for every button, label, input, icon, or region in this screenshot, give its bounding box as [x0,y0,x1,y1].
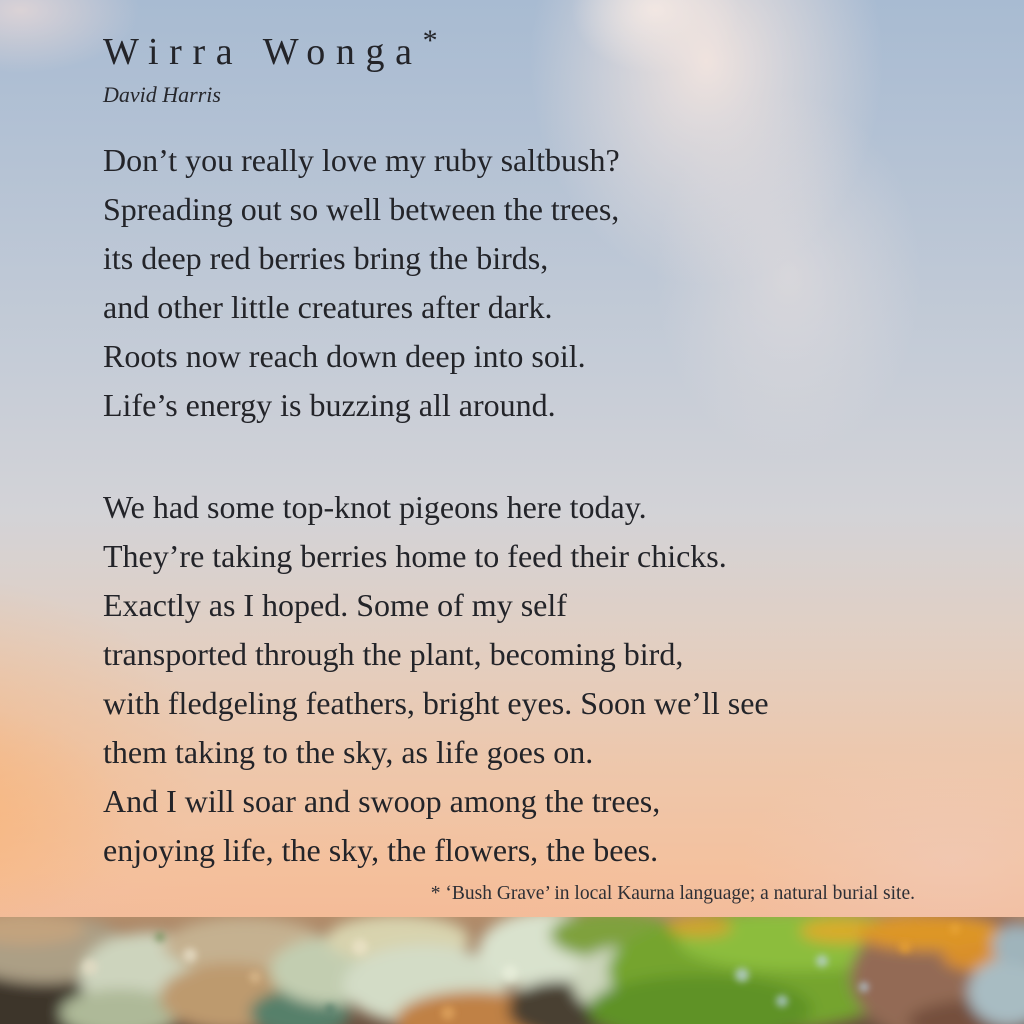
poem-line: them taking to the sky, as life goes on. [103,734,594,770]
poem-line: enjoying life, the sky, the flowers, the bees. [103,832,659,868]
poem-line: with fledgeling feathers, bright eyes. Soon we’ll see [103,685,769,721]
poem-line: Don’t you really love my ruby saltbush? [103,142,620,178]
poem-line: And I will soar and swoop among the trees, [103,783,661,819]
poem-line: Roots now reach down deep into soil. [103,338,586,374]
poem-line: They’re taking berries home to feed their chicks. [103,538,727,574]
poem-line: transported through the plant, becoming bird, [103,636,684,672]
poem-line: its deep red berries bring the birds, [103,240,549,276]
poem-title: Wirra Wonga [103,31,423,73]
poem-line: Spreading out so well between the trees, [103,191,620,227]
saltbush-photo-illustration [0,917,1024,1024]
stanza-1 [103,136,1024,430]
footnote: * ‘Bush Grave’ in local Kaurna language; a natural burial site. [430,883,915,904]
poem-content [103,0,1024,875]
poem-line: Exactly as I hoped. Some of my self [103,587,567,623]
title-asterisk-mark: * [422,24,438,57]
poem-line: We had some top-knot pigeons here today. [103,489,647,525]
poem-line: and other little creatures after dark. [103,289,553,325]
stanza-2 [103,483,1024,875]
poem-line: Life’s energy is buzzing all around. [103,387,556,423]
title-row [103,24,1024,74]
saltbush-photo-strip [0,917,1024,1024]
poem-author: David Harris [103,82,221,107]
